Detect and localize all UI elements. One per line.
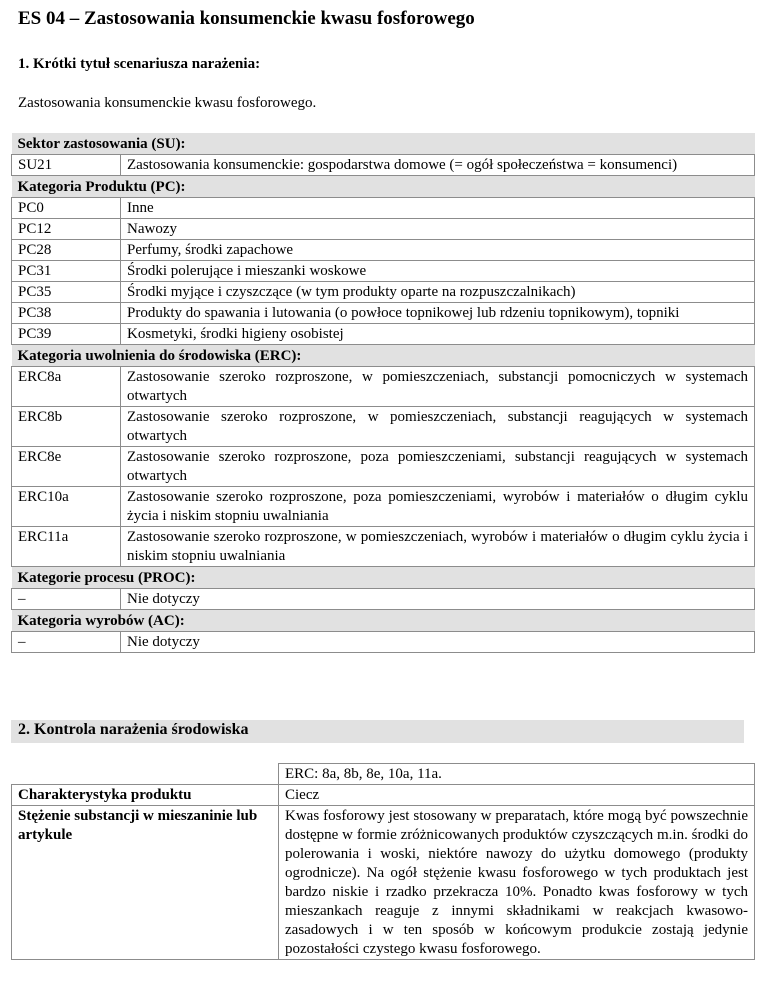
category-header: Kategoria wyrobów (AC): [12,610,755,632]
category-header-row [12,133,755,155]
section-2-heading: 2. Kontrola narażenia środowiska [11,720,744,743]
category-code: – [12,589,121,610]
table-row [12,487,755,527]
category-code: PC0 [12,198,121,219]
category-code: PC35 [12,282,121,303]
category-description: Perfumy, środki zapachowe [121,240,755,261]
table-row [12,447,755,487]
table-row [12,261,755,282]
table-row [12,367,755,407]
category-code: PC28 [12,240,121,261]
exposure-control-table [11,763,755,960]
category-description: Zastosowanie szeroko rozproszone, poza pomieszczeniami, wyrobów i materiałów o długim cyklu życia i niskim stopniu uwalniania [121,487,755,527]
category-description: Środki myjące i czyszczące (w tym produkty oparte na rozpuszczalnikach) [121,282,755,303]
row-label: Stężenie substancji w mieszaninie lub artykule [12,806,279,960]
category-description: Zastosowania konsumenckie: gospodarstwa domowe (= ogół społeczeństwa = konsumenci) [121,155,755,176]
category-description: Nie dotyczy [121,632,755,653]
table-row [12,324,755,345]
category-description: Zastosowanie szeroko rozproszone, poza pomieszczeniami, substancji reagujących w systemach otwartych [121,447,755,487]
section-1-heading: 1. Krótki tytuł scenariusza narażenia: [18,56,261,72]
category-description: Zastosowanie szeroko rozproszone, w pomieszczeniach, substancji reagujących w systemach otwartych [121,407,755,447]
table-row [12,764,755,785]
table-row [12,527,755,567]
category-header-row [12,610,755,632]
table-row [12,198,755,219]
table-row [12,589,755,610]
scenario-short-title: Zastosowania konsumenckie kwasu fosforowego. [18,95,317,111]
category-header-row [12,345,755,367]
category-code: ERC8a [12,367,121,407]
table-row [12,303,755,324]
table-row [12,155,755,176]
category-code: ERC8e [12,447,121,487]
table-row [12,240,755,261]
table-row [12,282,755,303]
category-header-row [12,176,755,198]
document-title: ES 04 – Zastosowania konsumenckie kwasu fosforowego [18,8,475,29]
row-value: ERC: 8a, 8b, 8e, 10a, 11a. [279,764,755,785]
category-code: ERC8b [12,407,121,447]
category-code: SU21 [12,155,121,176]
use-descriptors-table [11,133,755,653]
category-description: Nie dotyczy [121,589,755,610]
table-row [12,219,755,240]
row-label [12,764,279,785]
category-description: Środki polerujące i mieszanki woskowe [121,261,755,282]
category-code: ERC10a [12,487,121,527]
row-label: Charakterystyka produktu [12,785,279,806]
category-code: PC39 [12,324,121,345]
category-description: Inne [121,198,755,219]
category-header: Kategorie procesu (PROC): [12,567,755,589]
table-row [12,632,755,653]
category-header: Kategoria Produktu (PC): [12,176,755,198]
category-header: Kategoria uwolnienia do środowiska (ERC): [12,345,755,367]
row-value: Kwas fosforowy jest stosowany w preparatach, które mogą być powszechnie dostępne w formie zróżnicowanych produktów czyszczących m.in. środki do polerowania i woski, niektóre nawozy do użytku domowego (produkty ogrodnicze). Na ogół stężenie kwasu fosforowego w tych produktach jest bardzo niskie i rzadko przekracza 10%. Ponadto kwas fosforowy w tych mieszankach reaguje z innymi składnikami w reakcjach kwasowo-zasadowych i w ten sposób w końcowym produkcie zostają jedynie pozostałości czystego kwasu fosforowego. [279,806,755,960]
category-description: Kosmetyki, środki higieny osobistej [121,324,755,345]
category-code: – [12,632,121,653]
row-value: Ciecz [279,785,755,806]
category-code: PC12 [12,219,121,240]
category-code: PC38 [12,303,121,324]
category-description: Produkty do spawania i lutowania (o powłoce topnikowej lub rdzeniu topnikowym), topniki [121,303,755,324]
category-description: Zastosowanie szeroko rozproszone, w pomieszczeniach, substancji pomocniczych w systemach otwartych [121,367,755,407]
category-header-row [12,567,755,589]
category-header: Sektor zastosowania (SU): [12,133,755,155]
category-code: ERC11a [12,527,121,567]
category-code: PC31 [12,261,121,282]
category-description: Nawozy [121,219,755,240]
table-row [12,785,755,806]
category-description: Zastosowanie szeroko rozproszone, w pomieszczeniach, wyrobów i materiałów o długim cyklu życia i niskim stopniu uwalniania [121,527,755,567]
table-row [12,806,755,960]
table-row [12,407,755,447]
